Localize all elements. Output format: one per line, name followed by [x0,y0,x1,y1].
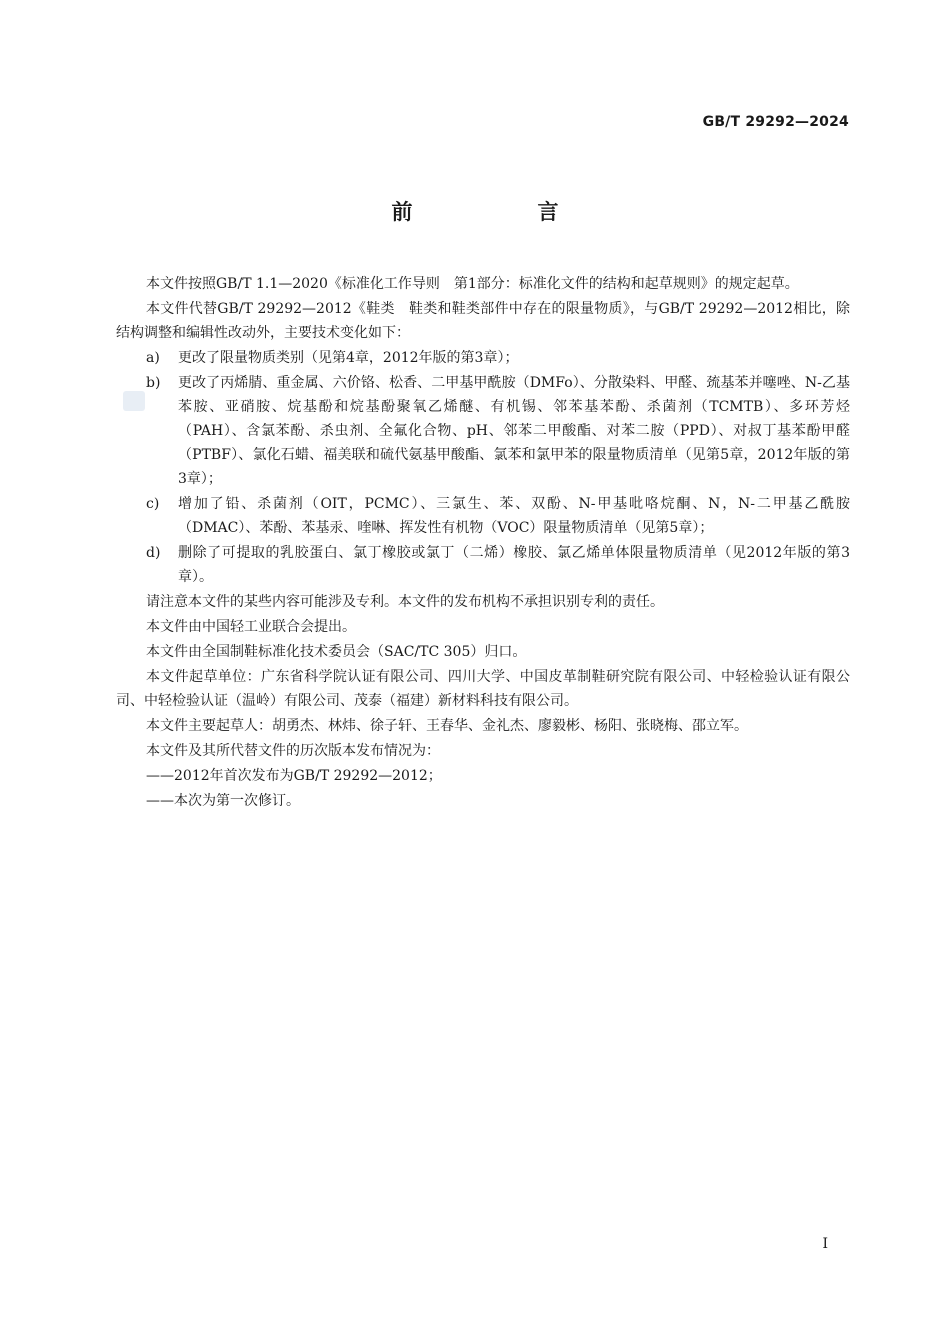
history-item-first: ——2012年首次发布为GB/T 29292—2012； [146,768,442,784]
change-item-c [116,492,850,540]
list-marker: a) [146,350,160,366]
paragraph-drafters: 本文件主要起草人：胡勇杰、林炜、徐子轩、王春华、金礼杰、廖毅彬、杨阳、张晓梅、邵立军。 [146,718,748,734]
paragraph-drafting-units: 本文件起草单位：广东省科学院认证有限公司、四川大学、中国皮革制鞋研究院有限公司、中轻检验认证有限公司、中轻检验认证（温岭）有限公司、茂泰（福建）新材料科技有限公司。 [116,669,850,709]
foreword-body [116,272,850,814]
change-text: 删除了可提取的乳胶蛋白、氯丁橡胶或氯丁（二烯）橡胶、氯乙烯单体限量物质清单（见2012年版的第3章）。 [178,545,850,585]
paragraph-drafting-rules: 本文件按照GB/T 1.1—2020《标准化工作导则 第1部分：标准化文件的结构和起草规则》的规定起草。 [146,276,799,292]
paragraph-replaces: 本文件代替GB/T 29292—2012《鞋类 鞋类和鞋类部件中存在的限量物质》，与GB/T 29292—2012相比，除结构调整和编辑性改动外，主要技术变化如下： [116,301,850,341]
paragraph-history-intro: 本文件及其所代替文件的历次版本发布情况为： [146,743,440,759]
change-text: 更改了丙烯腈、重金属、六价铬、松香、二甲基甲酰胺（DMFo）、分散染料、甲醛、巯基苯并噻唑、N-乙基苯胺、亚硝胺、烷基酚和烷基酚聚氧乙烯醚、有机锡、邻苯基苯酚、杀菌剂（TCMTB）、多环芳烃（PAH）、含氯苯酚、杀虫剂、全氟化合物、pH、邻苯二甲酸酯、对苯二胺（PPD）、对叔丁基苯酚甲醛（PTBF）、氯化石蜡、福美联和硫代氨基甲酸酯、氯苯和氯甲苯的限量物质清单（见第5章，2012年版的第3章）； [178,375,850,487]
page-number: I [822,1236,828,1252]
paragraph-proposer: 本文件由中国轻工业联合会提出。 [146,619,356,635]
change-item-d [116,541,850,589]
list-marker: c) [146,496,160,512]
paragraph-committee: 本文件由全国制鞋标准化技术委员会（SAC/TC 305）归口。 [146,644,527,660]
change-text: 增加了铅、杀菌剂（OIT，PCMC）、三氯生、苯、双酚、N-甲基吡咯烷酮、N，N-二甲基乙酰胺（DMAC）、苯酚、苯基汞、喹啉、挥发性有机物（VOC）限量物质清单（见第5章）； [178,496,850,536]
change-item-a [116,346,850,370]
change-item-b [116,371,850,491]
list-marker: b) [146,375,161,391]
standard-code: GB/T 29292—2024 [702,114,849,130]
list-marker: d) [146,545,161,561]
history-item-revision: ——本次为第一次修订。 [146,793,300,809]
change-text: 更改了限量物质类别（见第4章，2012年版的第3章）； [178,350,519,366]
paragraph-patent-notice: 请注意本文件的某些内容可能涉及专利。本文件的发布机构不承担识别专利的责任。 [146,594,664,610]
page-title: 前 言 [391,200,611,224]
